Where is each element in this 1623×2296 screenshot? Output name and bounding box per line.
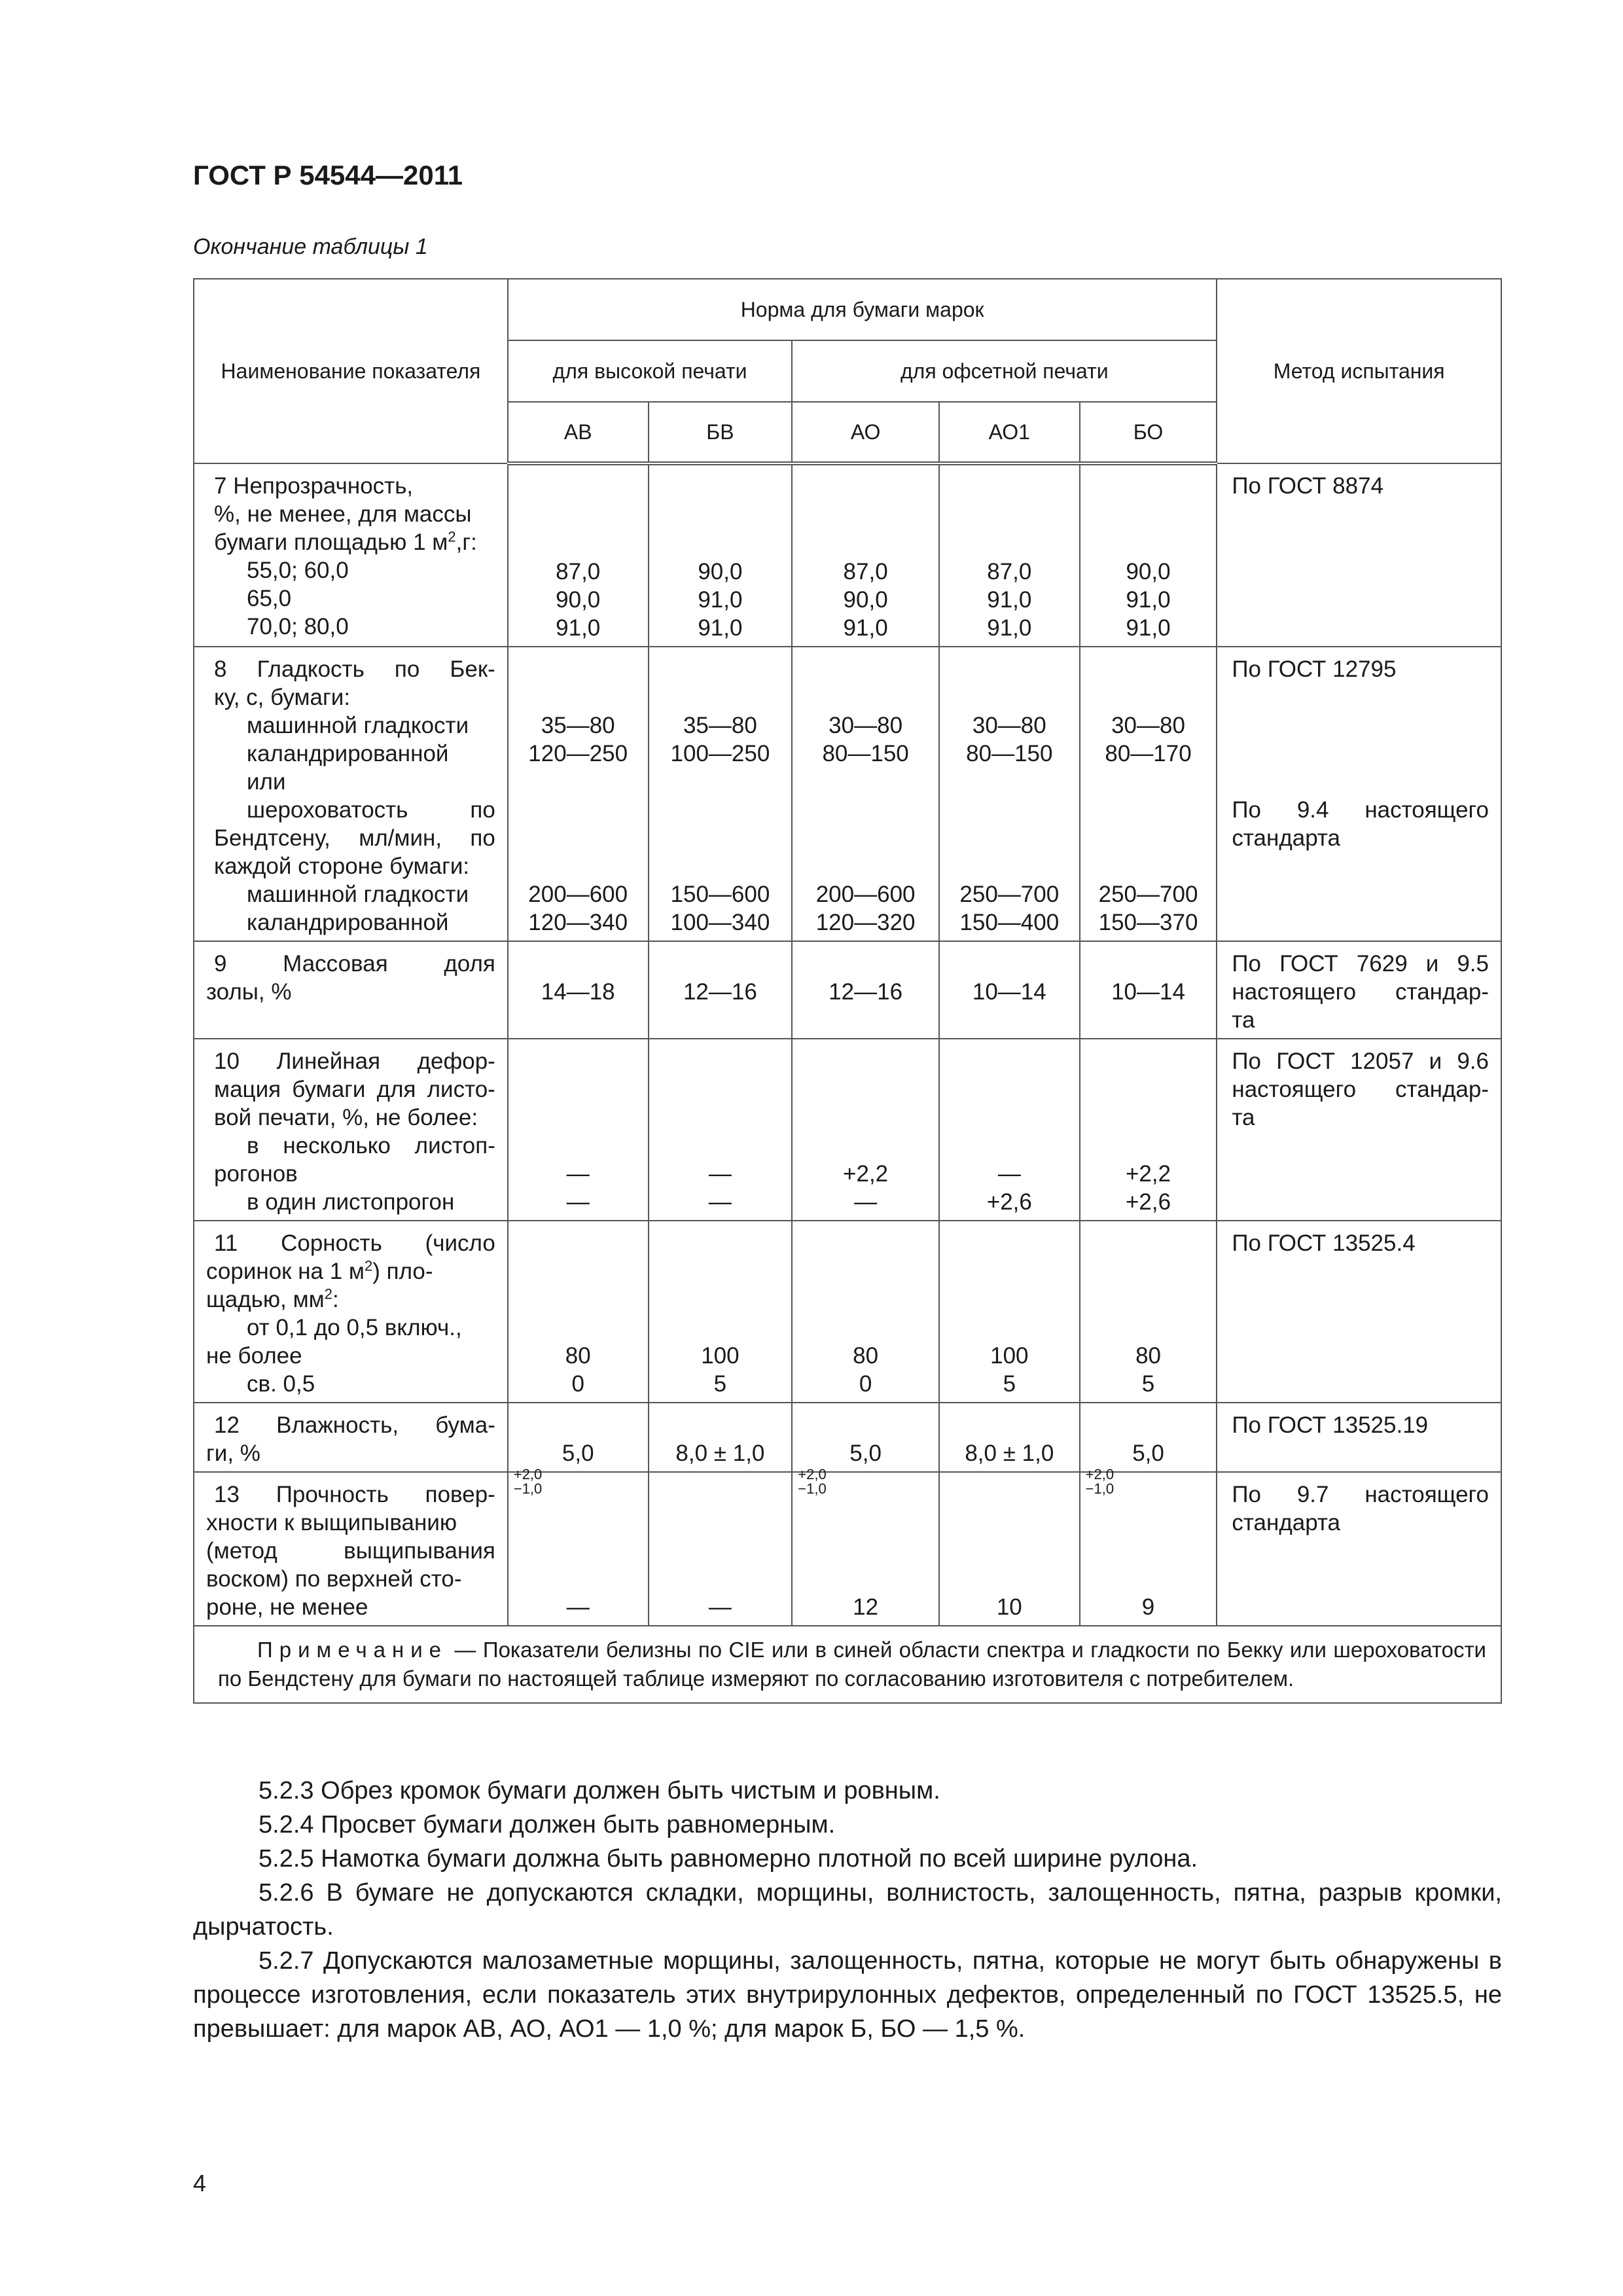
value-cell: 12—16	[792, 941, 939, 1039]
note-text: — Показатели белизны по CIE или в синей области спектра и гладкости по Бекку или шероховатости по Бендстену для бумаги по настоящей таблице измеряют по согласованию изготовителя с потребителем.	[218, 1638, 1486, 1691]
value-cell: —	[649, 1472, 793, 1626]
paragraph: 5.2.7 Допускаются малозаметные морщины, залощенность, пятна, которые не могут быть обнаружены в процессе изготовления, если показатель этих внутрирулонных дефектов, определенный по ГОСТ 13525.5, не превышает: для марок АВ, АО, АО1 — 1,0 %; для марок Б, БО — 1,5 %.	[193, 1947, 1502, 2043]
grade-header: БО	[1080, 402, 1217, 463]
indicator-line: рогонов	[214, 1161, 298, 1187]
indicator-line: 55,0; 60,0	[247, 558, 349, 583]
table-row	[194, 941, 1501, 1039]
value-cell: 80 0	[792, 1221, 939, 1403]
value-cell: 14—18	[508, 941, 649, 1039]
value-cell: 100 5	[649, 1221, 793, 1403]
indicator-line: 12 Влажность, бума-	[214, 1412, 495, 1438]
method-cell: По ГОСТ 12057 и 9.6 настоящего стандар- та	[1217, 1039, 1501, 1221]
indicator-line: ку, с, бумаги:	[214, 685, 351, 710]
value-cell: 100 5	[939, 1221, 1080, 1403]
value-cell: — —	[508, 1039, 649, 1221]
table-row	[194, 1403, 1501, 1472]
indicator-line: %, не менее, для массы	[214, 501, 472, 527]
body-paragraphs	[193, 1774, 1502, 2046]
indicator-line: воском) по верхней сто-	[206, 1566, 462, 1592]
specification-table	[193, 278, 1502, 1704]
value-cell: 8,0 ± 1,0	[649, 1403, 793, 1472]
indicator-line: бумаги площадью 1 $м^2,г$:	[214, 528, 477, 555]
value-cell: 9	[1080, 1472, 1217, 1626]
indicator-cell	[194, 1039, 508, 1221]
paragraph: 5.2.5 Намотка бумаги должна быть равномерно плотной по всей ширине рулона.	[259, 1845, 1198, 1873]
value-cell: 30—80 80—150 250—700 150—400	[939, 647, 1080, 941]
indicator-line: 70,0; 80,0	[247, 614, 349, 639]
table-caption: Окончание таблицы 1	[193, 234, 428, 259]
grade-header: БВ	[649, 402, 793, 463]
indicator-line: каждой стороне бумаги:	[214, 853, 470, 879]
table-row	[194, 1039, 1501, 1221]
indicator-line: 7 Непрозрачность,	[214, 473, 414, 499]
indicator-line: от 0,1 до 0,5 включ.,	[247, 1315, 462, 1340]
paragraph: 5.2.6 В бумаге не допускаются складки, морщины, волнистость, залощенность, пятна, разрыв кромки, дырчатость.	[193, 1879, 1502, 1941]
indicator-line: шероховатость по	[247, 797, 495, 823]
group-header-high: для высокой печати	[508, 340, 792, 402]
indicator-line: вой печати, %, не более:	[214, 1105, 478, 1130]
indicator-line: не более	[206, 1343, 302, 1369]
indicator-line: 11 Сорность (число	[214, 1230, 495, 1256]
value-cell: 5,0 +2,0 −1,0	[508, 1403, 649, 1472]
value-cell: 12	[792, 1472, 939, 1626]
value-cell: 12—16	[649, 941, 793, 1039]
document-header: ГОСТ Р 54544—2011	[193, 160, 463, 190]
value-cell: 90,0 91,0 91,0	[1080, 463, 1217, 647]
indicator-line: щадью, $мм^2$:	[206, 1285, 339, 1312]
method-cell: По ГОСТ 7629 и 9.5 настоящего стандар- та	[1217, 941, 1501, 1039]
tolerance: +2,0 −1,0	[798, 1466, 827, 1497]
col-header-norm: Норма для бумаги марок	[508, 279, 1217, 340]
method-cell: По ГОСТ 13525.4	[1217, 1221, 1501, 1403]
tolerance: +2,0 −1,0	[1085, 1466, 1115, 1497]
indicator-line: 9 Массовая доля	[214, 951, 495, 977]
indicator-line: в несколько листоп-	[247, 1133, 495, 1158]
indicator-line: Бендтсену, мл/мин, по	[214, 825, 495, 851]
indicator-line: роне, не менее	[206, 1594, 368, 1620]
indicator-line: (метод выщипывания	[206, 1538, 495, 1564]
value-cell: 5,0 +2,0 −1,0	[1080, 1403, 1217, 1472]
indicator-cell	[194, 1472, 508, 1626]
note-label: Примечание	[257, 1638, 448, 1662]
value-cell: 90,0 91,0 91,0	[649, 463, 793, 647]
value-cell: 10—14	[1080, 941, 1217, 1039]
grade-header: АВ	[508, 402, 649, 463]
value-cell: — +2,6	[939, 1039, 1080, 1221]
indicator-cell	[194, 1221, 508, 1403]
value-cell: 87,0 90,0 91,0	[508, 463, 649, 647]
paragraph: 5.2.3 Обрез кромок бумаги должен быть чистым и ровным.	[259, 1777, 940, 1804]
indicator-line: 8 Гладкость по Бек-	[214, 656, 495, 682]
value-cell: —	[508, 1472, 649, 1626]
indicator-line: 65,0	[247, 586, 292, 611]
table-note-row	[194, 1626, 1501, 1703]
method-cell: По ГОСТ 13525.19	[1217, 1403, 1501, 1472]
indicator-line: каландрированной	[247, 741, 449, 766]
indicator-cell	[194, 1403, 508, 1472]
value-cell: 87,0 91,0 91,0	[939, 463, 1080, 647]
value-cell: 80 0	[508, 1221, 649, 1403]
tolerance: +2,0 −1,0	[513, 1466, 543, 1497]
table-row	[194, 1221, 1501, 1403]
value-cell: 87,0 90,0 91,0	[792, 463, 939, 647]
table-note	[194, 1626, 1501, 1703]
col-header-indicator: Наименование показателя	[194, 279, 508, 463]
grade-header: АО1	[939, 402, 1080, 463]
table-row	[194, 463, 1501, 647]
indicator-line: золы, %	[206, 979, 292, 1005]
col-header-method: Метод испытания	[1217, 279, 1501, 463]
indicator-cell	[194, 463, 508, 647]
indicator-line: ги, %	[206, 1441, 260, 1466]
indicator-line: или	[247, 769, 286, 795]
grade-header: АО	[792, 402, 939, 463]
indicator-cell	[194, 941, 508, 1039]
indicator-line: машинной гладкости	[247, 882, 469, 907]
method-cell: По 9.7 настоящего стандарта	[1217, 1472, 1501, 1626]
indicator-line: 13 Прочность повер-	[214, 1482, 495, 1507]
value-cell: 5,0 +2,0 −1,0	[792, 1403, 939, 1472]
paragraph: 5.2.4 Просвет бумаги должен быть равномерным.	[259, 1811, 836, 1839]
value-cell: 30—80 80—150 200—600 120—320	[792, 647, 939, 941]
value-cell: 80 5	[1080, 1221, 1217, 1403]
method-cell: По ГОСТ 12795 По 9.4 настоящего стандарта	[1217, 647, 1501, 941]
indicator-cell	[194, 647, 508, 941]
indicator-line: 10 Линейная дефор-	[214, 1049, 495, 1074]
indicator-line: хности к выщипыванию	[206, 1510, 457, 1535]
indicator-line: мация бумаги для листо-	[214, 1077, 495, 1102]
value-cell: 10	[939, 1472, 1080, 1626]
table-row	[194, 647, 1501, 941]
value-cell: 30—80 80—170 250—700 150—370	[1080, 647, 1217, 941]
value-cell: 8,0 ± 1,0	[939, 1403, 1080, 1472]
indicator-line: в один листопрогон	[247, 1189, 455, 1215]
value-cell: +2,2 +2,6	[1080, 1039, 1217, 1221]
indicator-line: машинной гладкости	[247, 713, 469, 738]
indicator-line: соринок на 1 $м^2$) пло-	[206, 1257, 433, 1284]
group-header-offset: для офсетной печати	[792, 340, 1217, 402]
indicator-line: св. 0,5	[247, 1371, 315, 1397]
value-cell: 35—80 120—250 200—600 120—340	[508, 647, 649, 941]
value-cell: 10—14	[939, 941, 1080, 1039]
method-cell: По ГОСТ 8874	[1217, 463, 1501, 647]
table-row	[194, 1472, 1501, 1626]
value-cell: — —	[649, 1039, 793, 1221]
indicator-line: каландрированной	[247, 910, 449, 935]
value-cell: 35—80 100—250 150—600 100—340	[649, 647, 793, 941]
page-number: 4	[193, 2170, 207, 2197]
value-cell: +2,2 —	[792, 1039, 939, 1221]
